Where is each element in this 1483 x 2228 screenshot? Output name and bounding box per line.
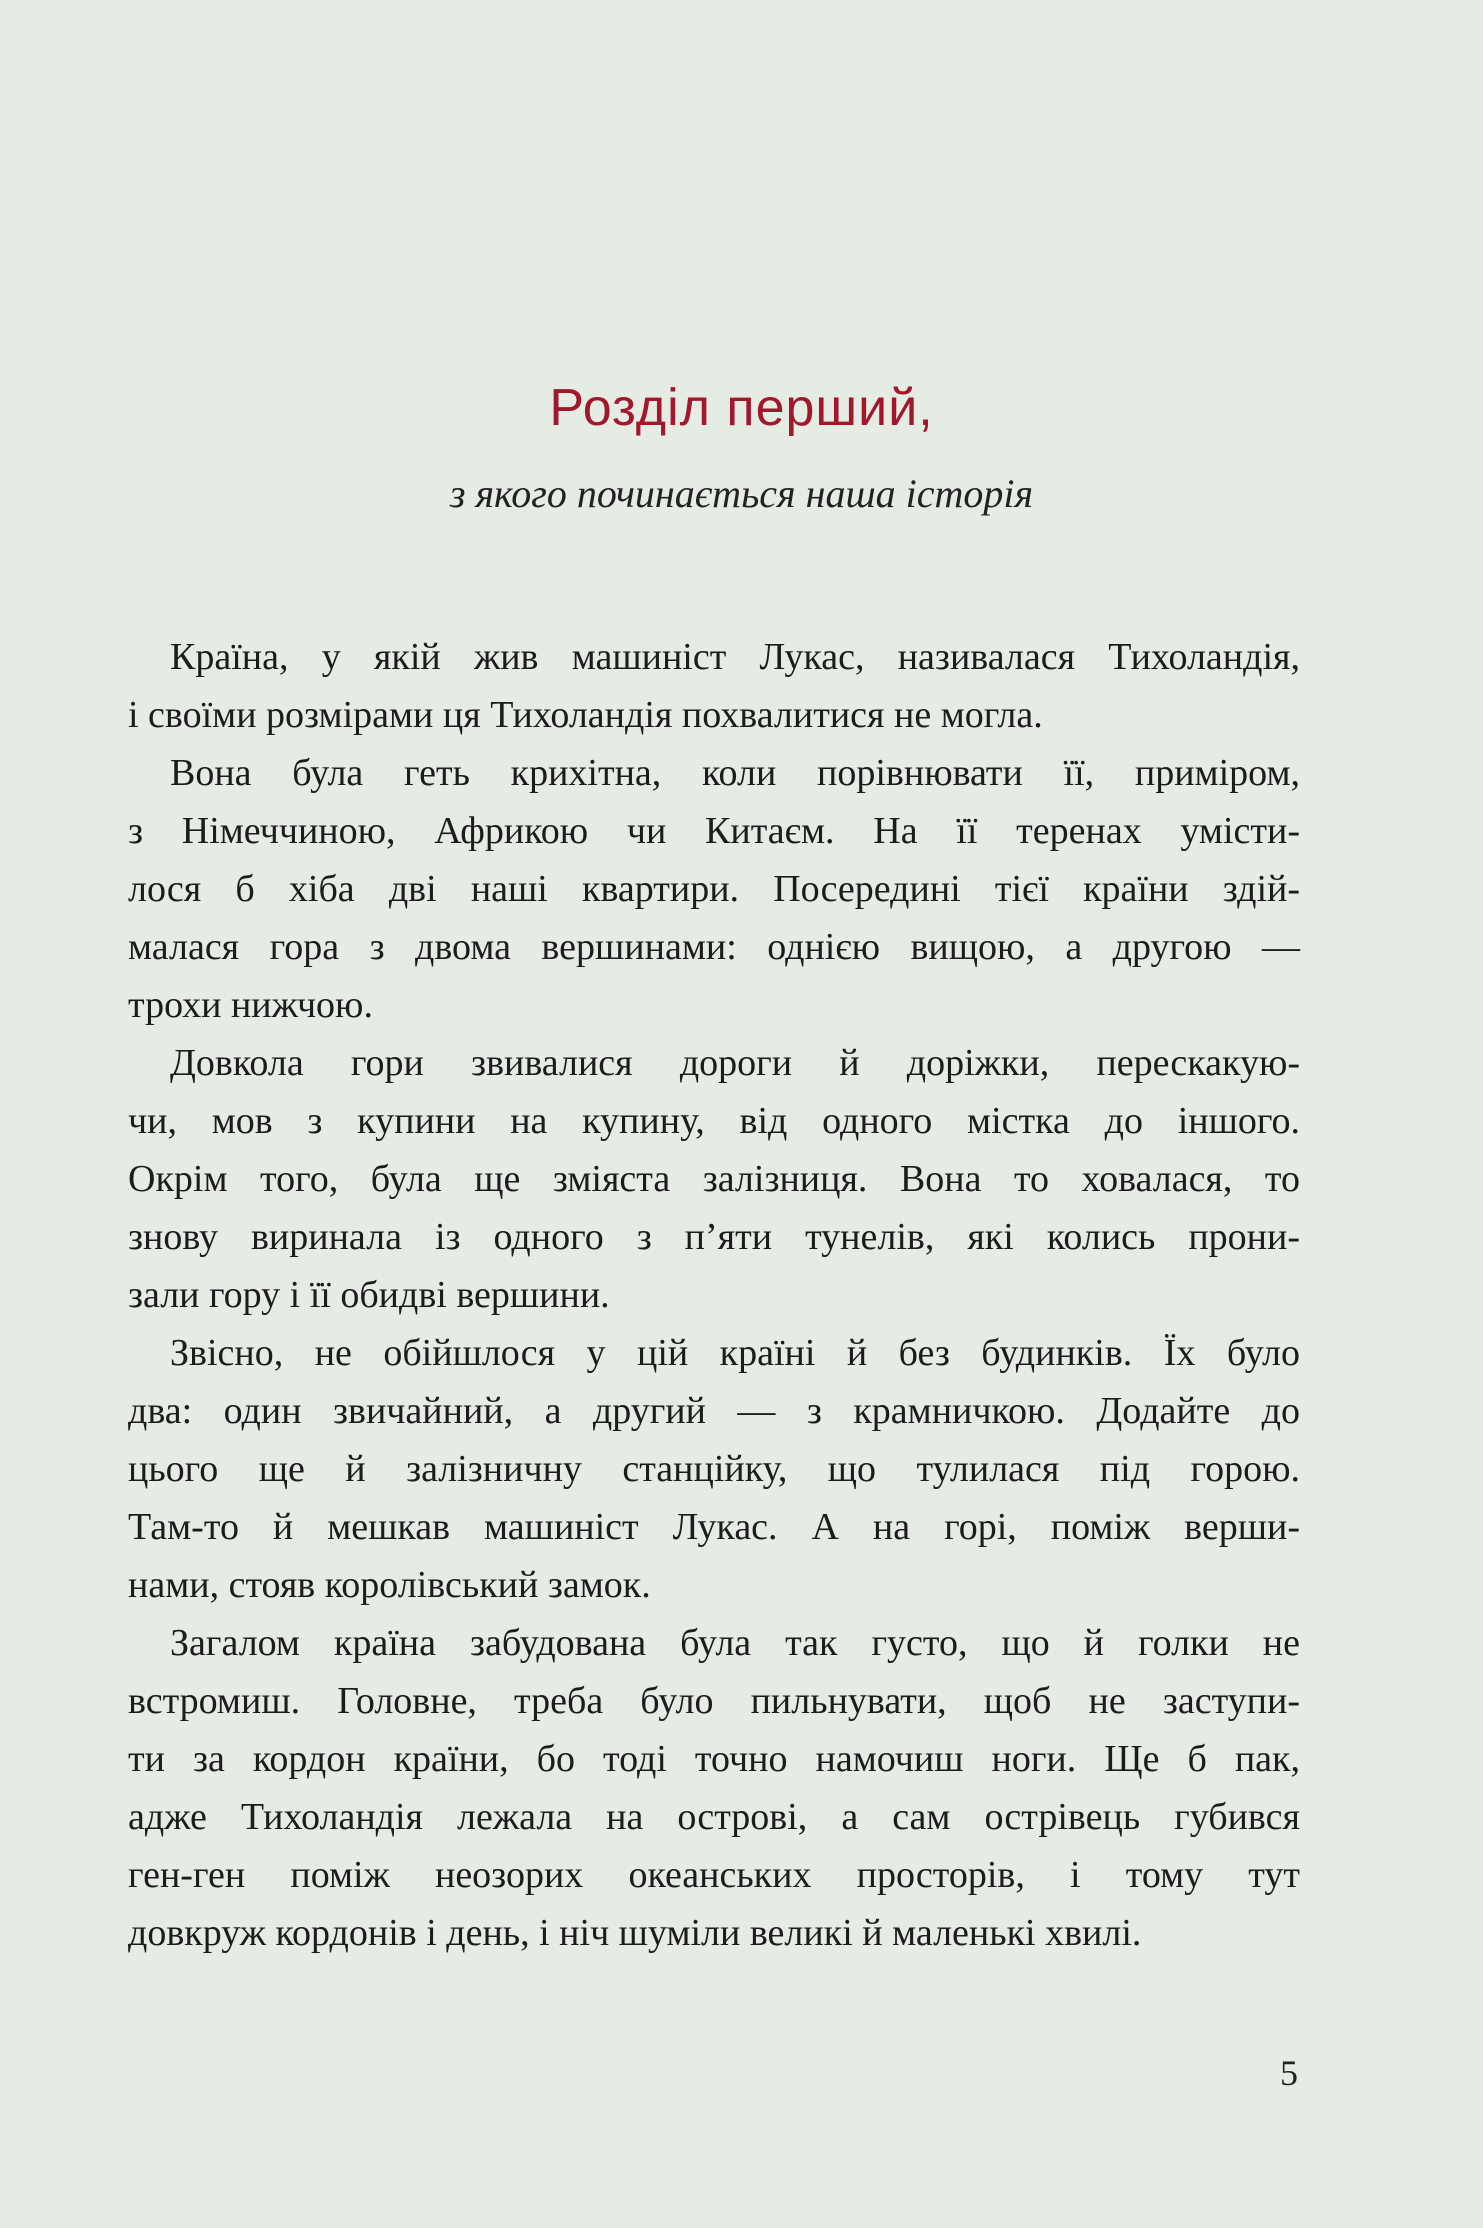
text-line: цього ще й залізничну станційку, що тулилася під горою. bbox=[128, 1448, 1300, 1490]
text-line: Довкола гори звивалися дороги й доріжки, перескакую- bbox=[170, 1042, 1300, 1084]
text-line: адже Тихоландія лежала на острові, а сам острівець губився bbox=[128, 1796, 1300, 1838]
text-line: Загалом країна забудована була так густо, що й голки не bbox=[170, 1622, 1300, 1664]
text-line: нами, стояв королівський замок. bbox=[128, 1564, 651, 1606]
paragraph bbox=[128, 1034, 1300, 1324]
paragraph bbox=[128, 744, 1300, 1034]
chapter-subtitle: з якого починається наша історія bbox=[449, 471, 1034, 516]
text-line: встромиш. Головне, треба було пильнувати, щоб не заступи- bbox=[128, 1680, 1300, 1722]
paragraph bbox=[128, 1324, 1300, 1614]
text-line: знову виринала із одного з п’яти тунелів, які колись прони- bbox=[128, 1216, 1300, 1258]
paragraph bbox=[128, 628, 1300, 744]
text-line: довкруж кордонів і день, і ніч шуміли великі й маленькі хвилі. bbox=[128, 1912, 1142, 1954]
text-line: ген-ген поміж неозорих океанських просторів, і тому тут bbox=[128, 1854, 1300, 1896]
text-line: чи, мов з купини на купину, від одного містка до іншого. bbox=[128, 1100, 1300, 1142]
text-line: два: один звичайний, а другий — з крамничкою. Додайте до bbox=[128, 1390, 1300, 1432]
page-number: 5 bbox=[1280, 2053, 1298, 2093]
text-line: трохи нижчою. bbox=[128, 984, 373, 1026]
text-line: малася гора з двома вершинами: однією вищою, а другою — bbox=[128, 926, 1300, 968]
paragraph bbox=[128, 1614, 1300, 1962]
text-line: зали гору і її обидві вершини. bbox=[128, 1274, 610, 1316]
chapter-title: Розділ перший, bbox=[549, 379, 934, 437]
text-line: ти за кордон країни, бо тоді точно намочиш ноги. Ще б пак, bbox=[128, 1738, 1300, 1780]
body-text bbox=[128, 628, 1300, 1962]
text-line: Країна, у якій жив машиніст Лукас, називалася Тихоландія, bbox=[170, 636, 1300, 678]
text-line: і своїми розмірами ця Тихоландія похвалитися не могла. bbox=[128, 694, 1043, 736]
text-line: Вона була геть крихітна, коли порівнювати її, приміром, bbox=[170, 752, 1300, 794]
text-line: Окрім того, була ще зміяста залізниця. Вона то ховалася, то bbox=[128, 1158, 1300, 1200]
text-line: лося б хіба дві наші квартири. Посередині тієї країни здій- bbox=[128, 868, 1300, 910]
text-line: Звісно, не обійшлося у цій країні й без будинків. Їх було bbox=[170, 1332, 1300, 1374]
text-line: з Німеччиною, Африкою чи Китаєм. На її теренах умісти- bbox=[128, 810, 1300, 852]
text-line: Там-то й мешкав машиніст Лукас. А на горі, поміж верши- bbox=[128, 1506, 1300, 1548]
